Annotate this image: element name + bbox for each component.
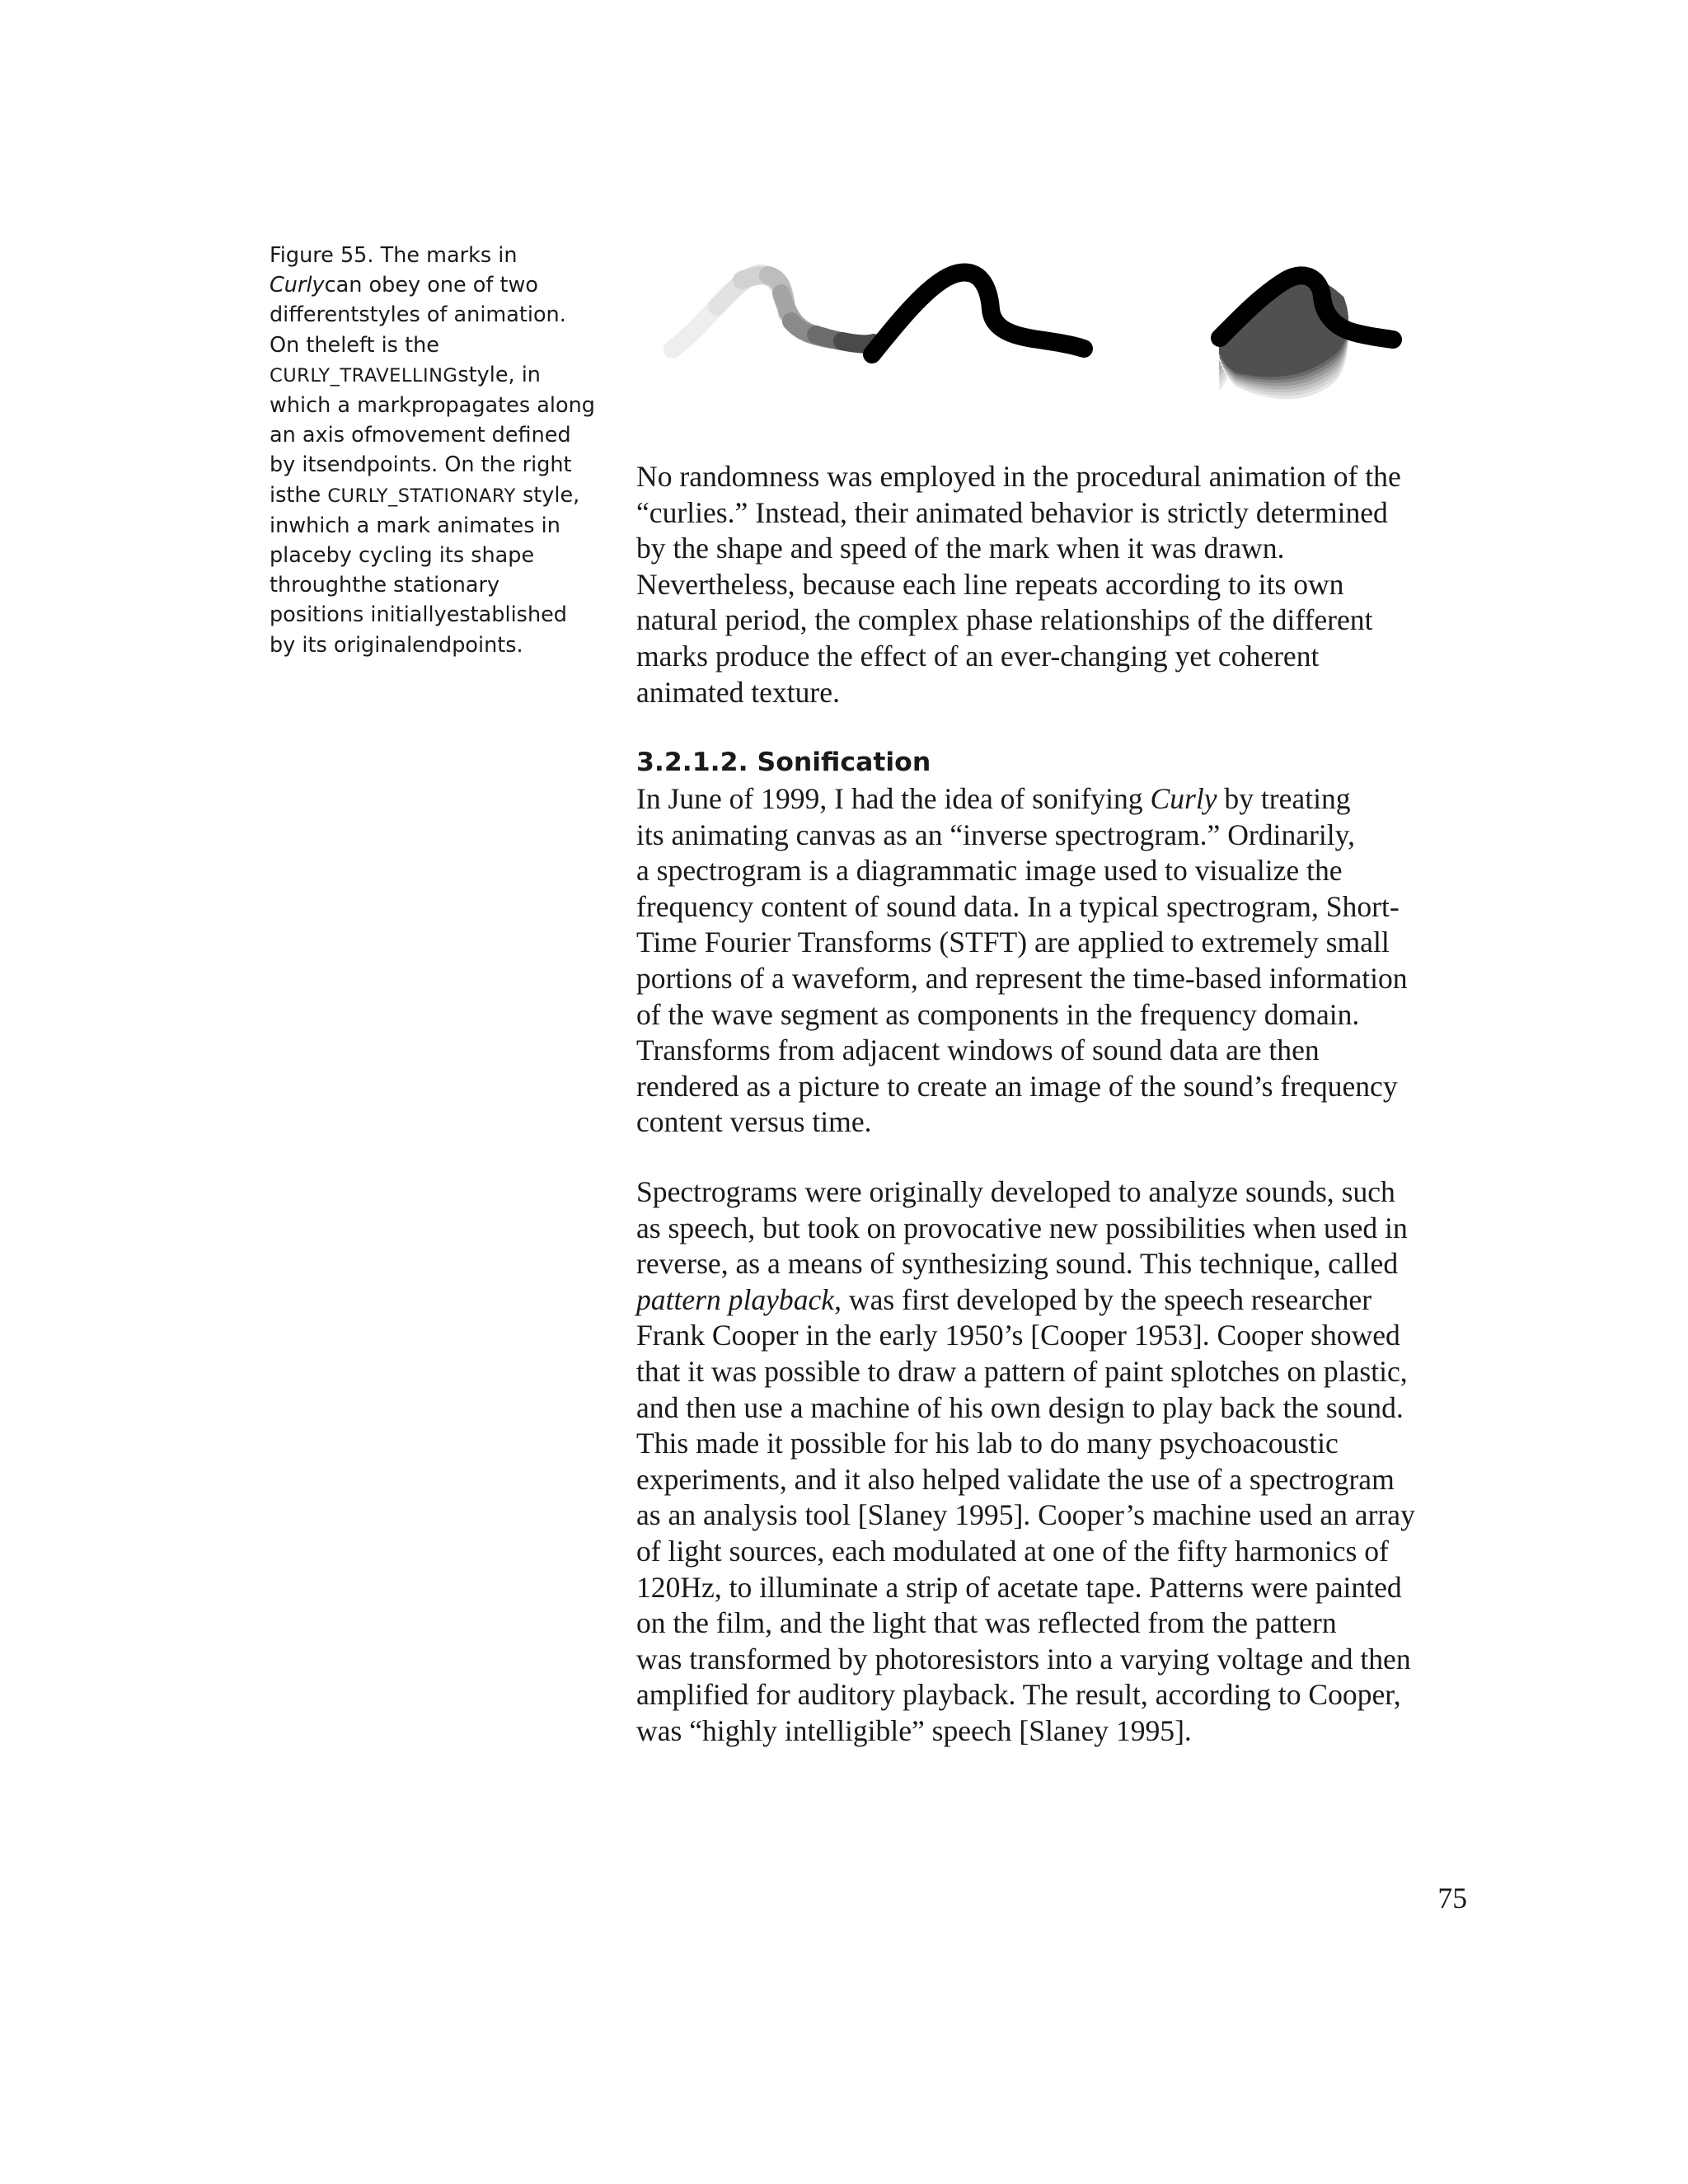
text-line: that it was possible to draw a pattern of paint splotches on plastic, (636, 1354, 1408, 1388)
italic-text: Curly (270, 273, 325, 298)
text-line: by the shape and speed of the mark when it was drawn. (636, 532, 1285, 565)
text-line: reverse, as a means of synthesizing sound. This technique, called (636, 1247, 1399, 1281)
text-line: the CURLY_STATIONARY style, in (270, 482, 580, 538)
curly-travelling-mark (673, 273, 1084, 354)
text-line: which a mark animates in place (270, 513, 560, 569)
text-line: frequency content of sound data. In a typical spectrogram, Short- (636, 889, 1400, 923)
text-line: established by its original (270, 602, 567, 658)
text-line: experiments, and it also helped validate the use of a spectrogram (636, 1462, 1395, 1496)
text-line: In June of 1999, I had the idea of sonifying Curly by treating (636, 782, 1351, 815)
italic-text: pattern playback (636, 1282, 835, 1316)
travelling-mark-stroke (872, 273, 1084, 354)
section-heading: 3.2.1.2. Sonification (636, 748, 931, 777)
text-line: content versus time. (636, 1105, 872, 1139)
text-line: as an analysis tool [Slaney 1995]. Cooper’s machine used an array (636, 1498, 1415, 1532)
text-line: natural period, the complex phase relationships of the different (636, 603, 1373, 637)
curly-figure (626, 247, 1484, 445)
text-line: pattern playback, was first developed by the speech researcher (636, 1282, 1372, 1316)
text-line: 120Hz, to illuminate a strip of acetate tape. Patterns were painted (636, 1570, 1402, 1604)
text-line: and then use a machine of his own design to play back the sound. (636, 1390, 1404, 1424)
text-line: Figure 55. The marks in Curly (270, 243, 518, 298)
text-line: can obey one of two different (270, 273, 538, 328)
text-line: portions of a waveform, and represent the time-based information (636, 961, 1408, 995)
text-line: styles of animation. On the (270, 302, 566, 358)
text-line: propagates along an axis of (270, 393, 595, 448)
italic-text: Curly (1150, 782, 1217, 815)
text-line: Transforms from adjacent windows of sound data are then (636, 1033, 1320, 1067)
text-line: “curlies.” Instead, their animated behavior is strictly determined (636, 495, 1388, 529)
text-line: rendered as a picture to create an image of the sound’s frequency (636, 1069, 1398, 1103)
trail-segment (842, 341, 874, 344)
text-line: endpoints. (412, 632, 523, 658)
text-line: style, in which a mark (270, 362, 541, 419)
text-line: Time Fourier Transforms (STFT) are applied to extremely small (636, 926, 1390, 959)
text-line: by cycling its shape through (270, 543, 535, 598)
text-line: of the wave segment as components in the frequency domain. (636, 997, 1360, 1031)
text-line: as speech, but took on provocative new possibilities when used in (636, 1211, 1408, 1244)
paragraph-spectrograms (636, 1174, 1493, 1750)
text-line: animated texture. (636, 675, 840, 709)
small-caps-text: CURLY_TRAVELLING (270, 364, 458, 387)
text-line: its animating canvas as an “inverse spectrogram.” Ordinarily, (636, 818, 1356, 851)
text-line: Spectrograms were originally developed to analyze sounds, such (636, 1175, 1395, 1208)
text-line: Nevertheless, because each line repeats according to its own (636, 567, 1344, 601)
text-line: of light sources, each modulated at one of the fifty harmonics of (636, 1534, 1389, 1568)
figure-caption (270, 241, 599, 660)
text-line: marks produce the effect of an ever-changing yet coherent (636, 639, 1320, 673)
text-line: No randomness was employed in the procedural animation of the (636, 460, 1401, 493)
paragraph-sonification (636, 781, 1493, 1141)
text-line: the stationary positions initially (270, 573, 500, 628)
page-number: 75 (1437, 1882, 1467, 1915)
small-caps-text: CURLY_STATIONARY (327, 485, 516, 507)
paragraph-curlies (636, 459, 1493, 710)
text-line: Frank Cooper in the early 1950’s [Cooper 1953]. Cooper showed (636, 1319, 1400, 1352)
text-line: This made it possible for his lab to do many psychoacoustic (636, 1427, 1339, 1460)
curly-stationary-mark (1219, 275, 1393, 399)
text-line: a spectrogram is a diagrammatic image used to visualize the (636, 854, 1343, 888)
text-line: movement defined by its (270, 423, 571, 478)
text-line: was “highly intelligible” speech [Slaney 1995]. (636, 1713, 1192, 1747)
text-line: was transformed by photoresistors into a varying voltage and then (636, 1642, 1411, 1675)
text-line: amplified for auditory playback. The result, according to Cooper, (636, 1678, 1401, 1712)
text-line: left is the CURLY_TRAVELLING (270, 332, 458, 387)
text-line: endpoints. On the right is (270, 452, 572, 508)
text-line: on the film, and the light that was reflected from the pattern (636, 1606, 1337, 1640)
